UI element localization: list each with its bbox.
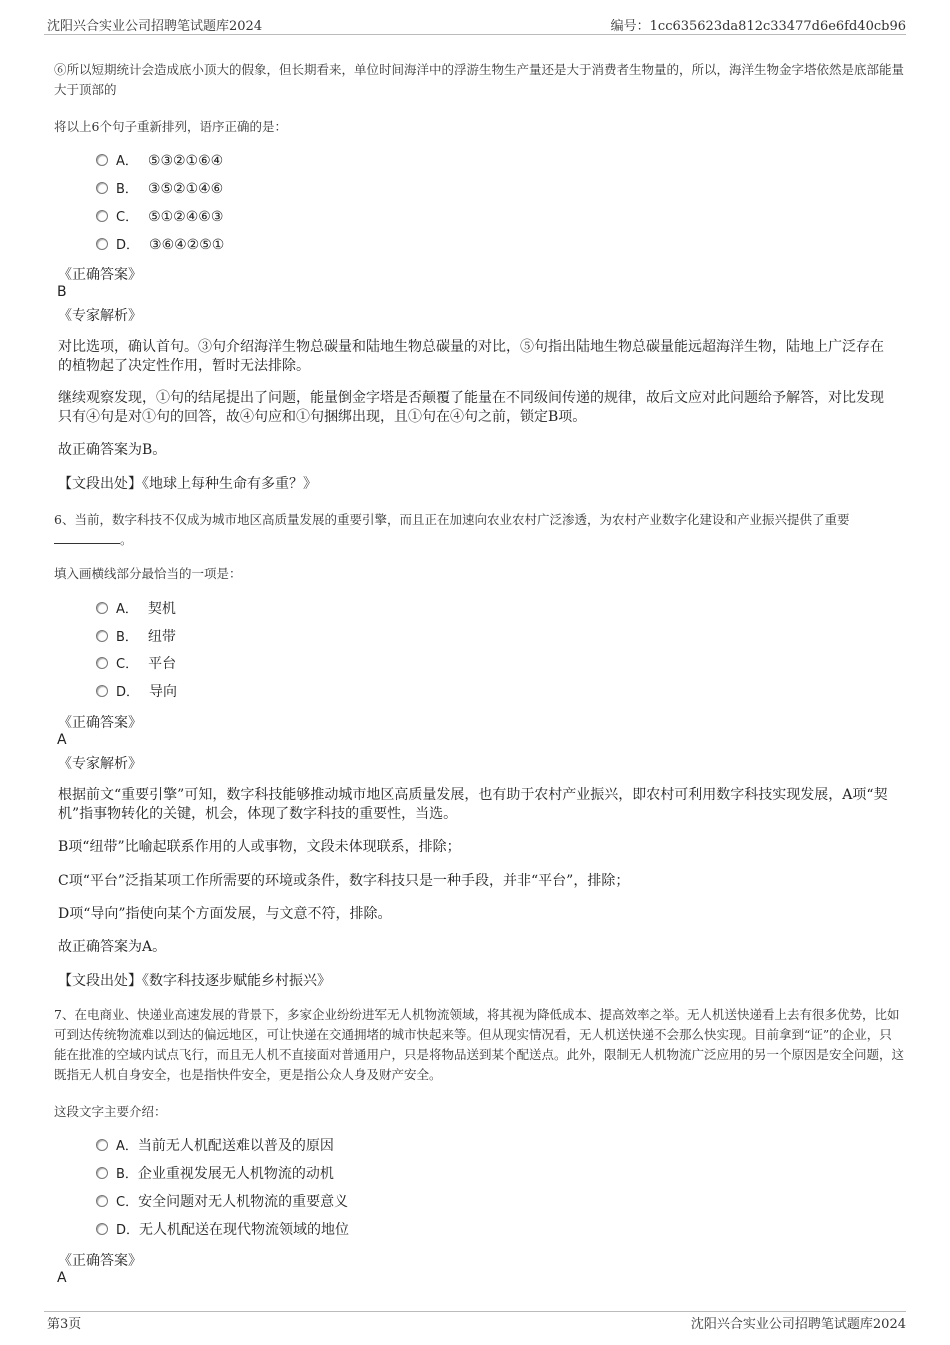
radio-icon[interactable] bbox=[96, 238, 108, 250]
q7-option-c[interactable]: C．安全问题对无人机物流的重要意义 bbox=[96, 1191, 348, 1215]
q5-sentence-6: ⑥所以短期统计会造成底小顶大的假象，但长期看来，单位时间海洋中的浮游生物生产量还是大于消费者生物量的，所以，海洋生物金字塔依然是底部能量大于顶部的 bbox=[54, 62, 905, 97]
radio-icon[interactable] bbox=[96, 154, 108, 166]
radio-icon[interactable] bbox=[96, 657, 108, 669]
q5-option-b[interactable]: B． ③⑤②①④⑥ bbox=[96, 178, 223, 202]
radio-icon[interactable] bbox=[96, 182, 108, 194]
footer-title: 沈阳兴合实业公司招聘笔试题库2024 bbox=[690, 1317, 906, 1332]
q7-option-d[interactable]: D．无人机配送在现代物流领域的地位 bbox=[96, 1219, 349, 1243]
q6-analysis-3: C项“平台”泛指某项工作所需要的环境或条件，数字科技只是一种手段，并非“平台”，排除； bbox=[58, 873, 630, 889]
q5-option-c[interactable]: C． ⑤①②④⑥③ bbox=[96, 206, 223, 230]
footer-divider bbox=[44, 1311, 906, 1312]
q6-option-c[interactable]: C． 平台 bbox=[96, 653, 176, 677]
document-code: 编号：1cc635623da812c33477d6e6fd40cb96 bbox=[610, 19, 906, 34]
q5-option-d[interactable]: D． ③⑥④②⑤① bbox=[96, 234, 224, 258]
q6-analysis-4: D项“导向”指使向某个方面发展，与文意不符，排除。 bbox=[58, 906, 392, 922]
fill-blank bbox=[54, 532, 120, 544]
q7-stem: 这段文字主要介绍： bbox=[54, 1104, 167, 1119]
page-header bbox=[0, 0, 950, 36]
q7-question: 7、在电商业、快递业高速发展的背景下，多家企业纷纷进军无人机物流领域，将其视为降低成本、提高效率之举。无人机送快递看上去有很多优势，比如可到达传统物流难以到达的偏远地区，可让快递在交通拥堵的城市快起来等。但从现实情况看，无人机送快递不会那么快实现。目前拿到“证”的企业，只能在批准的空域内试点飞行，而且无人机不直接面对普通用户，只是将物品送到某个配送点。此外，限制无人机物流广泛应用的另一个原因是安全问题，这既指无人机自身安全，也是指快件安全，更是指公众人身及财产安全。 bbox=[54, 1007, 905, 1082]
q6-analysis-2: B项“纽带”比喻起联系作用的人或事物，文段未体现联系，排除； bbox=[58, 839, 461, 855]
q7-answer: A bbox=[57, 1270, 67, 1286]
q5-analysis-3: 故正确答案为B。 bbox=[58, 442, 167, 458]
header-title: 沈阳兴合实业公司招聘笔试题库2024 bbox=[47, 19, 263, 34]
q6-answer-label: 《正确答案》 bbox=[58, 715, 142, 731]
q5-analysis-1: 对比选项，确认首句。③句介绍海洋生物总碳量和陆地生物总碳量的对比，⑤句指出陆地生物总碳量能远超海洋生物，陆地上广泛存在的植物起了决定性作用，暂时无法排除。 bbox=[58, 339, 884, 374]
radio-icon[interactable] bbox=[96, 210, 108, 222]
q7-option-b[interactable]: B．企业重视发展无人机物流的动机 bbox=[96, 1163, 334, 1187]
radio-icon[interactable] bbox=[96, 1223, 108, 1235]
q5-source: 【文段出处】《地球上每种生命有多重？》 bbox=[58, 476, 317, 492]
radio-icon[interactable] bbox=[96, 1167, 108, 1179]
q6-option-b[interactable]: B． 纽带 bbox=[96, 626, 176, 650]
q6-option-a[interactable]: A． 契机 bbox=[96, 598, 176, 622]
q5-analysis-2: 继续观察发现，①句的结尾提出了问题，能量倒金字塔是否颠覆了能量在不同级间传递的规律，故后文应对此问题给予解答，对比发现只有④句是对①句的回答，故④句应和①句捆绑出现，且①句在④句之前，锁定B项。 bbox=[58, 390, 884, 425]
radio-icon[interactable] bbox=[96, 1195, 108, 1207]
radio-icon[interactable] bbox=[96, 685, 108, 697]
radio-icon[interactable] bbox=[96, 602, 108, 614]
q7-answer-label: 《正确答案》 bbox=[58, 1253, 142, 1269]
q6-stem: 填入画横线部分最恰当的一项是： bbox=[54, 566, 242, 581]
q6-answer: A bbox=[57, 732, 67, 748]
q6-analysis-1: 根据前文“重要引擎”可知，数字科技能够推动城市地区高质量发展，也有助于农村产业振兴，即农村可利用数字科技实现发展，A项“契机”指事物转化的关键，机会，体现了数字科技的重要性，当选。 bbox=[58, 787, 888, 822]
q5-stem: 将以上6个句子重新排列，语序正确的是： bbox=[54, 119, 287, 134]
header-divider bbox=[44, 34, 906, 35]
radio-icon[interactable] bbox=[96, 1139, 108, 1151]
q7-option-a[interactable]: A．当前无人机配送难以普及的原因 bbox=[96, 1135, 334, 1159]
q5-answer: B bbox=[57, 284, 67, 300]
page-number: 第3页 bbox=[47, 1317, 82, 1332]
q6-option-d[interactable]: D． 导向 bbox=[96, 681, 177, 705]
q6-analysis-5: 故正确答案为A。 bbox=[58, 939, 167, 955]
q6-source: 【文段出处】《数字科技逐步赋能乡村振兴》 bbox=[58, 973, 331, 989]
q5-answer-label: 《正确答案》 bbox=[58, 267, 142, 283]
q5-analysis-label: 《专家解析》 bbox=[58, 308, 142, 324]
q5-option-a[interactable]: A． ⑤③②①⑥④ bbox=[96, 150, 223, 174]
q6-analysis-label: 《专家解析》 bbox=[58, 756, 142, 772]
q6-question: 6、当前，数字科技不仅成为城市地区高质量发展的重要引擎，而且正在加速向农业农村广泛渗透，为农村产业数字化建设和产业振兴提供了重要。 bbox=[54, 512, 850, 547]
radio-icon[interactable] bbox=[96, 630, 108, 642]
